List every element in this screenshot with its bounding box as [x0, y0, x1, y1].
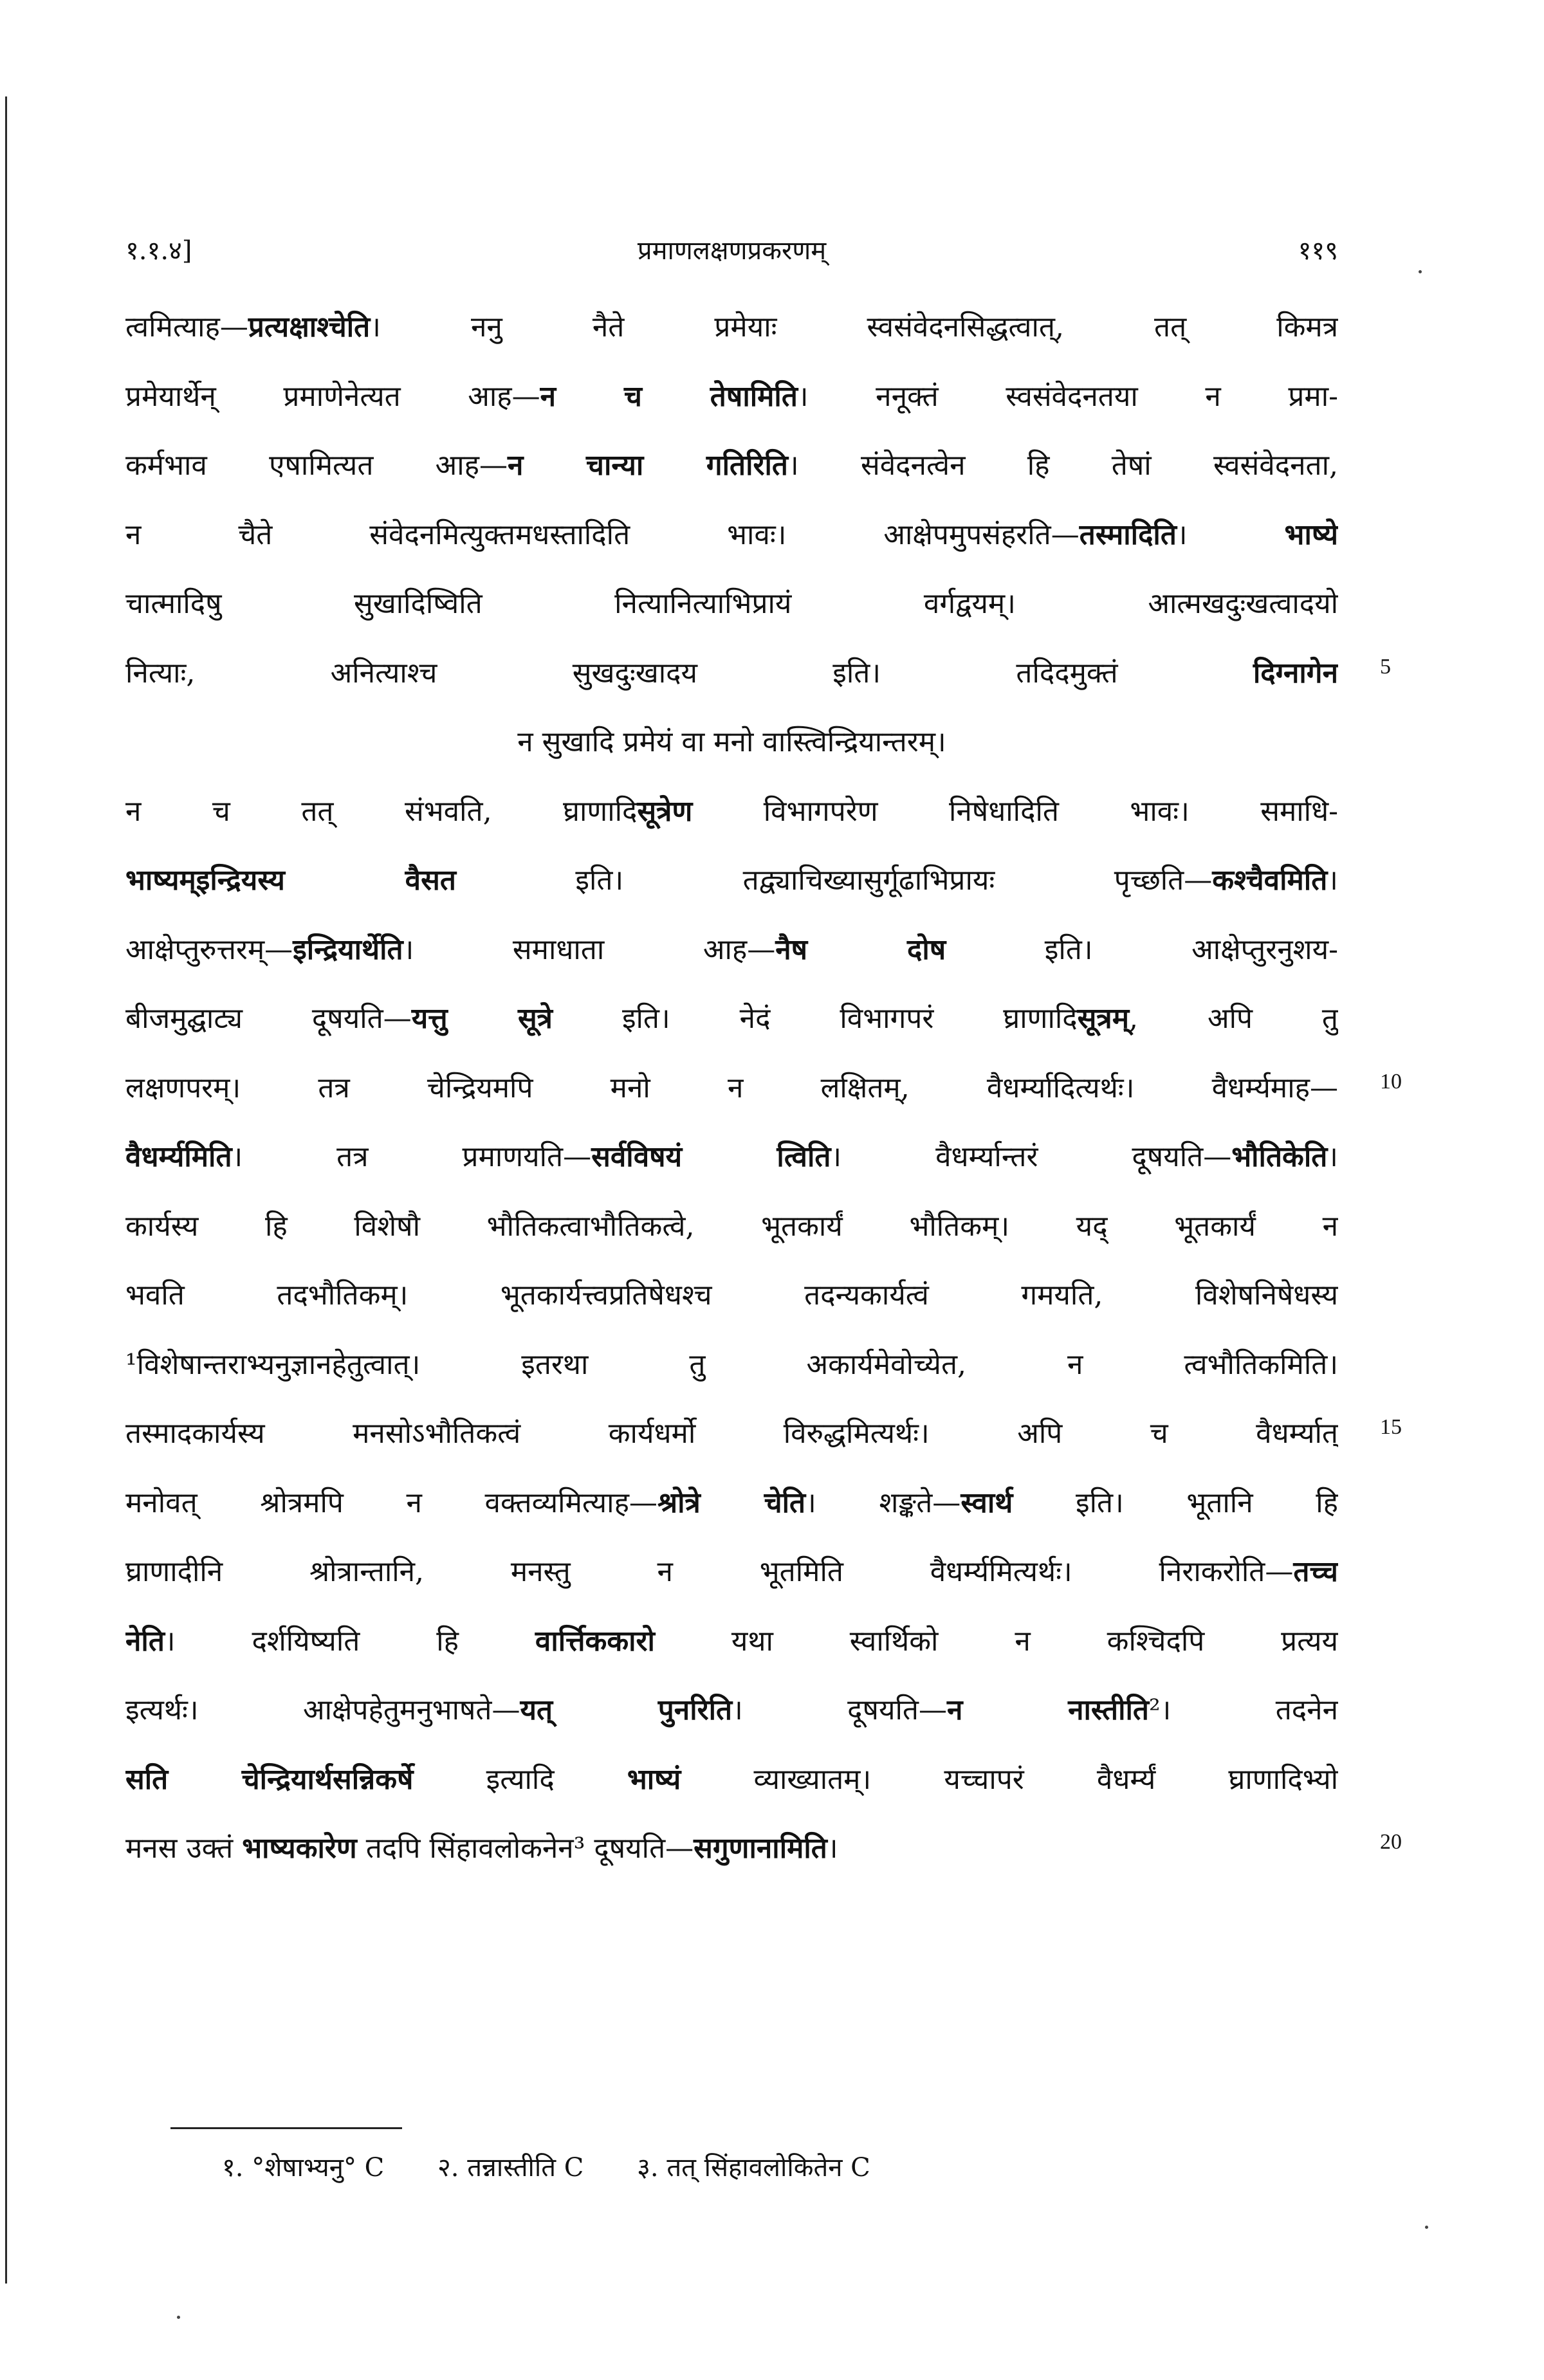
footnote: १. °शेषाभ्यनु° C	[222, 2153, 385, 2183]
text-segment: यथा स्वार्थिको न कश्चिदपि प्रत्यय	[654, 1624, 1338, 1658]
line-number: 5	[1380, 655, 1391, 679]
text-segment: न सुखादि प्रमेयं वा मनो वास्त्विन्द्रियान्तरम्।	[517, 726, 946, 758]
text-segment: नित्याः, अनित्याश्च सुखदुःखादय इति। तदिदमुक्तं	[125, 656, 1253, 690]
text-segment: ।	[1327, 1140, 1338, 1173]
text-segment: इति। आक्षेप्तुरनुशय-	[946, 933, 1338, 966]
text-line	[125, 362, 1338, 432]
bold-lemma: वैधर्म्यमिति	[125, 1140, 232, 1173]
text-segment: । दर्शयिष्यति हि	[164, 1624, 535, 1658]
bold-lemma: तस्मादिति	[1079, 518, 1177, 551]
text-line	[125, 1192, 1338, 1261]
text-segment: मनस उक्तं	[125, 1832, 243, 1865]
text-segment: । समाधाता आह—	[403, 933, 776, 966]
footnote-rule	[170, 2127, 402, 2129]
line-number: 15	[1380, 1415, 1402, 1439]
bold-lemma: इन्द्रियार्थेति	[293, 933, 403, 966]
bold-lemma: भाष्यम्	[125, 864, 196, 897]
text-line	[125, 777, 1338, 847]
running-header	[125, 232, 1338, 270]
text-segment: तस्मादकार्यस्य मनसोऽभौतिकत्वं कार्यधर्मो विरुद्धमित्यर्थः। अपि च वैधर्म्यात्	[125, 1417, 1338, 1450]
text-segment: । दूषयति—	[732, 1694, 947, 1726]
text-line	[125, 915, 1338, 985]
bold-lemma: श्रोत्रे चेति	[657, 1486, 806, 1519]
text-segment: । तत्र प्रमाणयति—	[232, 1140, 592, 1173]
text-segment: ।	[1327, 864, 1338, 897]
text-segment: न चैते संवेदनमित्युक्तमधस्तादिति भावः। आक्षेपमुपसंहरति—	[125, 518, 1080, 551]
text-line	[125, 1469, 1338, 1538]
text-segment: त्वमित्याह—	[125, 311, 248, 343]
bold-lemma: स्वार्थ	[960, 1486, 1013, 1519]
bold-lemma: न चान्या गतिरिति	[508, 449, 788, 482]
bold-lemma: कश्चैवमिति	[1212, 864, 1328, 897]
text-line	[125, 569, 1338, 639]
bold-lemma: भाष्यं	[627, 1762, 681, 1796]
line-number: 20	[1380, 1830, 1402, 1854]
paper-speck	[1419, 270, 1422, 273]
footnote: ३. तत् सिंहावलोकितेन C	[637, 2153, 870, 2183]
verse-line	[125, 708, 1338, 777]
text-segment: चात्मादिषु सुखादिष्विति नित्यानित्याभिप्रायं वर्गद्वयम्। आत्मखदुःखत्वादयो	[125, 587, 1338, 620]
text-line	[125, 293, 1338, 362]
text-line	[125, 984, 1338, 1054]
text-line	[125, 500, 1338, 570]
text-segment: इत्यर्थः। आक्षेपहेतुमनुभाषते—	[125, 1694, 520, 1726]
text-line	[125, 1607, 1338, 1676]
text-segment: बीजमुद्घाट्य दूषयति—	[125, 1002, 412, 1035]
text-line	[125, 846, 1338, 915]
text-line	[125, 431, 1338, 500]
text-segment: आक्षेप्तुरुत्तरम्—	[125, 933, 293, 966]
bold-lemma: तच्च	[1293, 1555, 1338, 1588]
text-segment: ।	[827, 1832, 838, 1865]
running-title: प्रमाणलक्षणप्रकरणम्	[637, 236, 827, 266]
text-line	[125, 1261, 1338, 1330]
text-segment: कर्मभाव एषामित्यत आह—	[125, 449, 508, 482]
text-segment: । ननु नैते प्रमेयाः स्वसंवेदनसिद्धत्वात्, तत् किमत्र	[370, 311, 1338, 343]
section-reference: १.१.४]	[125, 236, 192, 266]
text-segment: घ्राणादीनि श्रोत्रान्तानि, मनस्तु न भूतमिति वैधर्म्यमित्यर्थः। निराकरोति—	[125, 1555, 1294, 1588]
text-line	[125, 1330, 1338, 1400]
text-line	[125, 639, 1338, 708]
text-segment: । शङ्कते—	[805, 1486, 961, 1519]
text-segment: , अपि तु	[1129, 1002, 1338, 1035]
bold-lemma: न च तेषामिति	[540, 380, 798, 413]
page-binding-edge	[5, 96, 7, 2284]
text-segment: ¹विशेषान्तराभ्यनुज्ञानहेतुत्वात्। इतरथा तु अकार्यमेवोच्येत, न त्वभौतिकमिति।	[125, 1348, 1338, 1381]
text-line	[125, 1399, 1338, 1469]
bold-lemma: दिग्नागेन	[1253, 656, 1338, 690]
text-line	[125, 1054, 1338, 1123]
bold-lemma: वार्त्तिककारो	[535, 1624, 655, 1658]
text-segment: मनोवत् श्रोत्रमपि न वक्तव्यमित्याह—	[125, 1486, 657, 1519]
text-segment: भवति तदभौतिकम्। भूतकार्यत्त्वप्रतिषेधश्च तदन्यकार्यत्वं गमयति, विशेषनिषेधस्य	[125, 1279, 1338, 1312]
paper-speck	[177, 2316, 180, 2319]
text-segment: तदपि सिंहावलोकनेन³ दूषयति—	[356, 1832, 694, 1865]
bold-lemma: सूत्रेण	[637, 794, 693, 828]
line-number: 10	[1380, 1070, 1402, 1094]
text-segment: विभागपरेण निषेधादिति भावः। समाधि-	[692, 794, 1338, 828]
text-segment: व्याख्यातम्। यच्चापरं वैधर्म्यं घ्राणादिभ्यो	[681, 1762, 1338, 1796]
footnotes	[222, 2148, 915, 2184]
text-segment: लक्षणपरम्। तत्र चेन्द्रियमपि मनो न लक्षितम्, वैधर्म्यादित्यर्थः। वैधर्म्यमाह—	[125, 1071, 1338, 1104]
bold-lemma: न नास्तीति	[946, 1694, 1149, 1726]
bold-lemma: भौतिकेति	[1231, 1140, 1328, 1173]
text-line	[125, 1745, 1338, 1815]
bold-lemma: भाष्ये	[1284, 518, 1338, 551]
text-line	[125, 1814, 1338, 1883]
footnote: २. तन्नास्तीति C	[437, 2153, 584, 2183]
text-line	[125, 1676, 1338, 1745]
paper-speck	[1425, 2226, 1428, 2229]
text-segment: कार्यस्य हि विशेषौ भौतिकत्वाभौतिकत्वे, भूतकार्यं भौतिकम्। यद् भूतकार्यं न	[125, 1209, 1338, 1243]
text-segment: इति। भूतानि हि	[1013, 1486, 1338, 1519]
text-segment: इति। नेदं विभागपरं घ्राणादि	[552, 1002, 1078, 1035]
text-segment: । वैधर्म्यान्तरं दूषयति—	[831, 1140, 1232, 1173]
text-segment: ।	[1176, 518, 1285, 551]
bold-lemma: नैष दोष	[775, 933, 946, 966]
text-segment: इत्यादि	[413, 1762, 627, 1796]
text-line	[125, 1122, 1338, 1192]
bold-lemma: इन्द्रियस्य वैसत	[196, 864, 456, 897]
bold-lemma: सगुणानामिति	[694, 1832, 827, 1865]
text-line	[125, 1537, 1338, 1607]
bold-lemma: प्रत्यक्षाश्चेति	[248, 311, 371, 343]
text-segment: प्रमेयार्थेन् प्रमाणेनेत्यत आह—	[125, 380, 540, 413]
bold-lemma: सति चेन्द्रियार्थसन्निकर्षे	[125, 1762, 414, 1796]
bold-lemma: यत् पुनरिति	[520, 1694, 733, 1726]
text-segment: इति। तद्व्याचिख्यासुर्गूढाभिप्रायः पृच्छति—	[455, 864, 1213, 897]
page-number: ११९	[1298, 236, 1338, 266]
bold-lemma: सर्वविषयं त्विति	[591, 1140, 831, 1173]
bold-lemma: नेति	[125, 1624, 165, 1658]
commentary-text	[125, 293, 1338, 1883]
text-segment: ²। तदनेन	[1149, 1694, 1338, 1726]
text-segment: । ननूक्तं स्वसंवेदनतया न प्रमा-	[797, 380, 1338, 413]
bold-lemma: यत्तु सूत्रे	[411, 1002, 553, 1035]
text-segment: । संवेदनत्वेन हि तेषां स्वसंवेदनता,	[788, 449, 1338, 482]
bold-lemma: सूत्रम्	[1077, 1002, 1130, 1035]
bold-lemma: भाष्यकारेण	[242, 1832, 357, 1865]
text-segment: न च तत् संभवति, घ्राणादि	[125, 794, 638, 828]
